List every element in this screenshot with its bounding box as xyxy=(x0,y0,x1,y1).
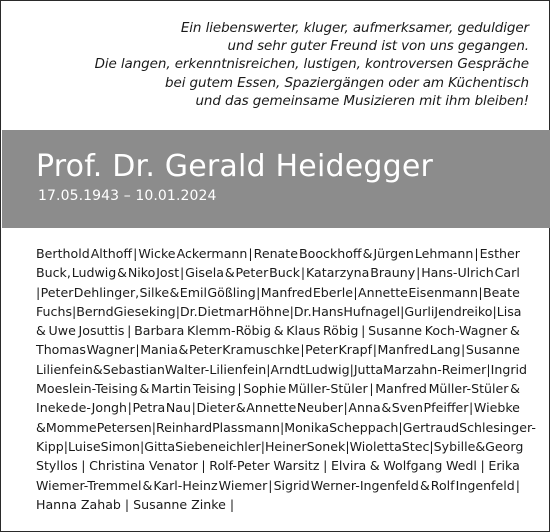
mourner-word: Eberle xyxy=(312,284,353,300)
mourner-word: Venator xyxy=(148,458,198,474)
mourner-word: Wiemer-Tremmel xyxy=(36,477,142,493)
quote-line: Die langen, erkenntnisreichen, lustigen, kontroversen Gespräche xyxy=(94,56,529,73)
mourner-word: Werner-Ingenfeld xyxy=(310,477,419,493)
mourner-word: Jutta xyxy=(353,361,384,377)
quote-line: und sehr guter Freund ist von uns gegangen. xyxy=(227,38,529,55)
mourner-word: & xyxy=(362,246,373,261)
mourner-word: | xyxy=(480,458,485,474)
mourner-word: Rolf-Peter xyxy=(209,458,270,474)
mourner-word: Brauny xyxy=(370,265,416,281)
mourner-word: & xyxy=(235,400,246,416)
mourner-word: Karl-Heinz xyxy=(153,477,218,493)
mourner-word: | xyxy=(343,400,348,416)
mourner-word: Klaus xyxy=(286,323,321,339)
mourner-word: Schlesinger- xyxy=(459,419,536,435)
mourner-word: | xyxy=(229,496,235,512)
mourner-word: Josuttis xyxy=(78,323,125,339)
mourner-word: Niko xyxy=(127,265,156,281)
mourner-word: | xyxy=(248,246,253,261)
mourner-word: Gieseking xyxy=(113,303,176,319)
mourner-word: | xyxy=(323,458,328,474)
mourner-word: Sybille xyxy=(433,438,476,454)
deceased-name: Prof. Dr. Gerald Heidegger xyxy=(36,149,434,184)
mourner-word: Christina xyxy=(89,458,146,474)
mourner-line xyxy=(36,283,520,302)
mourner-word: Jürgen xyxy=(373,246,414,261)
mourner-word: Martin xyxy=(150,381,192,397)
mourner-word: Annette xyxy=(357,284,408,300)
mourner-word: Manfred xyxy=(260,284,313,300)
mourner-word: Wioletta xyxy=(349,438,402,454)
life-dates: 17.05.1943 – 10.01.2024 xyxy=(38,188,217,204)
mourner-word: Ackermann xyxy=(176,246,248,261)
mourner-word: | xyxy=(469,400,474,416)
mourner-word: Dr. xyxy=(179,303,198,319)
mourner-word: Walter-Lilienfein xyxy=(164,361,267,377)
mourner-word: | xyxy=(515,477,520,493)
mourner-word: | xyxy=(353,284,358,300)
quote-line: und das gemeinsame Musizieren mit ihm bleiben! xyxy=(195,92,529,109)
mourner-word: Müller-Stüler xyxy=(287,381,368,397)
mourner-word: Sigrid xyxy=(273,477,310,493)
mourner-word: Manfred xyxy=(375,381,427,397)
mourner-word: Monika xyxy=(284,419,330,435)
mourner-word: Ludwig xyxy=(71,265,117,281)
mourner-word: | xyxy=(361,323,366,339)
mourner-word: Mania xyxy=(140,342,178,358)
mourner-word: Gertraud xyxy=(402,419,460,435)
mourner-word: Hans-Ulrich xyxy=(421,265,494,281)
mourner-word: Sebastian xyxy=(102,361,165,377)
mourner-word: Bernd xyxy=(76,303,114,319)
mourner-word: Berthold xyxy=(36,246,90,261)
mourner-word: & xyxy=(142,477,153,493)
mourner-word: & xyxy=(381,400,392,416)
mourner-word: Wagner xyxy=(86,342,135,358)
mourner-word: Peter xyxy=(40,284,74,300)
mourner-word: Dietmar xyxy=(197,303,249,319)
mourner-word: | xyxy=(372,342,377,358)
mourner-word: | xyxy=(237,381,242,397)
mourner-word: Wolfgang xyxy=(383,458,443,474)
mourner-word: Krapf xyxy=(338,342,373,358)
mourner-word: Erika xyxy=(488,458,520,474)
name-band xyxy=(2,130,550,228)
mourner-word: | xyxy=(486,361,491,377)
mourner-word: Dieter xyxy=(196,400,236,416)
mourner-word: Silke xyxy=(139,284,170,300)
mourner-word: | xyxy=(369,381,374,397)
mourner-word: Sophie xyxy=(243,381,287,397)
mourner-line xyxy=(36,340,520,359)
mourner-word: & xyxy=(475,438,486,454)
mourner-word: Hanna xyxy=(36,496,81,512)
mourner-word: Gößling xyxy=(207,284,256,300)
mourner-word: de-Jongh xyxy=(70,400,128,416)
mourner-word: Buck xyxy=(269,265,300,281)
mourner-word: Ludwig xyxy=(305,361,350,377)
mourner-word: Nau xyxy=(165,400,191,416)
mourner-word: | xyxy=(81,458,86,474)
mourner-word: Luise xyxy=(68,438,101,454)
mourner-word: Müller-Stüler xyxy=(428,381,509,397)
mourner-word: Ineke xyxy=(36,400,71,416)
mourner-word: & xyxy=(169,284,180,300)
mourner-word: Peter xyxy=(235,265,269,281)
mourner-word: | xyxy=(175,303,180,319)
mourner-word: Barbara xyxy=(134,323,185,339)
mourner-word: Wicke xyxy=(138,246,176,261)
mourner-word: Ingenfeld xyxy=(455,477,515,493)
mourner-word: Susanne xyxy=(465,342,520,358)
mourner-word: | xyxy=(127,323,132,339)
mourner-line xyxy=(36,495,520,514)
mourner-word: Jendreiko xyxy=(434,303,493,319)
mourners-list xyxy=(36,244,536,514)
mourner-word: & xyxy=(117,265,127,281)
mourner-word: Momme xyxy=(45,419,97,435)
mourner-word: Peter xyxy=(305,342,338,358)
mourner-word: Lehmann xyxy=(414,246,474,261)
mourner-line xyxy=(36,321,520,340)
mourner-word: | xyxy=(260,438,265,454)
mourner-word: & xyxy=(92,361,103,377)
mourner-word: Susanne xyxy=(368,323,423,339)
mourner-word: | xyxy=(474,246,479,261)
mourner-word: | xyxy=(300,265,306,281)
mourner-word: Lisa xyxy=(496,303,522,319)
mourner-word: Sven xyxy=(391,400,423,416)
mourner-word: Neuber xyxy=(296,400,343,416)
mourner-word: & xyxy=(510,323,520,339)
mourner-word: Kipp xyxy=(36,438,64,454)
mourner-line xyxy=(36,456,520,475)
mourner-line xyxy=(36,360,527,379)
mourner-word: Reinhard xyxy=(156,419,213,435)
mourner-word: Heiner xyxy=(264,438,307,454)
mourner-word: Jost xyxy=(156,265,180,281)
mourner-word: Koch-Wagner xyxy=(424,323,508,339)
mourner-word: Wedl xyxy=(445,458,477,474)
mourner-word: & xyxy=(36,323,46,339)
mourner-word: Klemm-Röbig xyxy=(187,323,271,339)
mourner-word: Uwe xyxy=(48,323,76,339)
mourner-line xyxy=(36,263,520,282)
quote-line: bei gutem Essen, Spaziergängen oder am Küchentisch xyxy=(165,74,529,91)
mourner-word: | xyxy=(256,284,261,300)
memorial-quote xyxy=(29,19,529,110)
mourner-word: Buck, xyxy=(36,265,71,281)
mourner-word: Lilienfein xyxy=(36,361,93,377)
mourner-word: & xyxy=(419,477,430,493)
mourner-line xyxy=(36,418,536,437)
mourner-word: | xyxy=(429,438,434,454)
mourner-word: Hans xyxy=(311,303,344,319)
mourner-word: | xyxy=(151,419,156,435)
mourner-word: & xyxy=(510,381,520,397)
mourner-word: | xyxy=(400,303,405,319)
mourner-word: Emil xyxy=(179,284,207,300)
mourner-word: Marzahn-Reimer xyxy=(383,361,487,377)
mourner-word: Sonek xyxy=(306,438,346,454)
mourner-word: | xyxy=(492,303,497,319)
mourner-word: Anna xyxy=(348,400,381,416)
mourner-word: Zinke xyxy=(191,496,230,512)
mourner-word: | xyxy=(135,342,140,358)
mourner-word: Susanne xyxy=(133,496,192,512)
mourner-word: Plassmann xyxy=(212,419,280,435)
mourner-word: Pfeiffer xyxy=(423,400,469,416)
mourner-word: | xyxy=(124,496,134,512)
mourner-word: Hufnagel xyxy=(343,303,401,319)
mourner-word: & xyxy=(369,458,380,474)
mourner-word: Rolf xyxy=(430,477,455,493)
mourner-word: Esther xyxy=(479,246,520,261)
mourner-word: Elvira xyxy=(330,458,367,474)
mourner-word: Ingrid xyxy=(490,361,527,377)
mourner-word: Katarzyna xyxy=(306,265,370,281)
mourner-word: Georg xyxy=(485,438,524,454)
mourner-word: Annette xyxy=(246,400,297,416)
mourner-word: Röbig xyxy=(323,323,359,339)
mourner-word: | xyxy=(289,303,294,319)
mourner-word: | xyxy=(36,284,41,300)
mourner-word: Arndt xyxy=(270,361,306,377)
mourner-word: | xyxy=(266,361,271,377)
mourner-word: Simon xyxy=(100,438,141,454)
quote-line: Ein liebenswerter, kluger, aufmerksamer, geduldiger xyxy=(180,20,529,36)
mourner-word: Boockhoff xyxy=(298,246,362,261)
mourner-word: Siebeneichler xyxy=(175,438,261,454)
mourner-word: Gurli xyxy=(404,303,435,319)
mourner-word: Warsitz xyxy=(273,458,320,474)
mourner-word: | xyxy=(201,458,206,474)
mourner-word: & xyxy=(273,323,284,339)
mourner-word: Manfred xyxy=(377,342,430,358)
mourner-word: Eisenmann xyxy=(408,284,479,300)
mourner-word: Gitta xyxy=(144,438,176,454)
mourner-word: Carl xyxy=(494,265,520,281)
mourner-word: | xyxy=(416,265,421,281)
mourner-word: | xyxy=(191,400,196,416)
mourner-word: | xyxy=(127,400,132,416)
mourner-line xyxy=(36,437,524,456)
mourner-word: | xyxy=(478,284,483,300)
mourner-line xyxy=(36,476,520,495)
mourner-word: Gisela xyxy=(185,265,224,281)
mourner-word: Petersen xyxy=(96,419,152,435)
mourner-word: Thomas xyxy=(36,342,86,358)
mourner-line xyxy=(36,302,520,321)
mourner-word: | xyxy=(63,438,68,454)
mourner-line xyxy=(36,379,520,398)
mourner-line xyxy=(36,398,520,417)
mourner-word: & xyxy=(139,381,150,397)
mourner-word: Lang xyxy=(429,342,461,358)
mourner-word: | xyxy=(133,246,138,261)
mourner-word: | xyxy=(461,342,466,358)
mourner-word: Teising xyxy=(192,381,236,397)
mourner-word: Fuchs xyxy=(36,303,73,319)
mourner-word: Althoff xyxy=(90,246,133,261)
mourner-word: | xyxy=(349,361,354,377)
mourner-word: | xyxy=(300,342,305,358)
mourner-word: Styllos xyxy=(36,458,78,474)
mourner-word: & xyxy=(36,419,46,435)
mourner-word: Wiebke xyxy=(473,400,520,416)
mourner-word: Höhne xyxy=(248,303,290,319)
mourner-word: Dehlinger, xyxy=(73,284,140,300)
mourner-word: | xyxy=(180,265,185,281)
mourner-word: Stec xyxy=(401,438,430,454)
mourner-word: Kramuschke xyxy=(222,342,300,358)
mourner-line xyxy=(36,244,520,263)
mourner-word: & xyxy=(178,342,189,358)
mourner-word: Zahab xyxy=(80,496,125,512)
mourner-word: | xyxy=(72,303,77,319)
mourner-word: Petra xyxy=(132,400,166,416)
mourner-word: Moeslein-Teising xyxy=(36,381,138,397)
mourner-word: & xyxy=(224,265,235,281)
mourner-word: Peter xyxy=(188,342,222,358)
mourner-word: | xyxy=(398,419,403,435)
mourner-word: Beate xyxy=(483,284,520,300)
mourner-word: | xyxy=(140,438,145,454)
mourner-word: | xyxy=(279,419,285,435)
mourner-word: Renate xyxy=(253,246,298,261)
mourner-word: Dr. xyxy=(293,303,312,319)
mourner-word: Wiemer xyxy=(218,477,268,493)
mourner-word: Scheppach xyxy=(329,419,399,435)
mourner-word: | xyxy=(345,438,350,454)
mourner-word: | xyxy=(268,477,273,493)
